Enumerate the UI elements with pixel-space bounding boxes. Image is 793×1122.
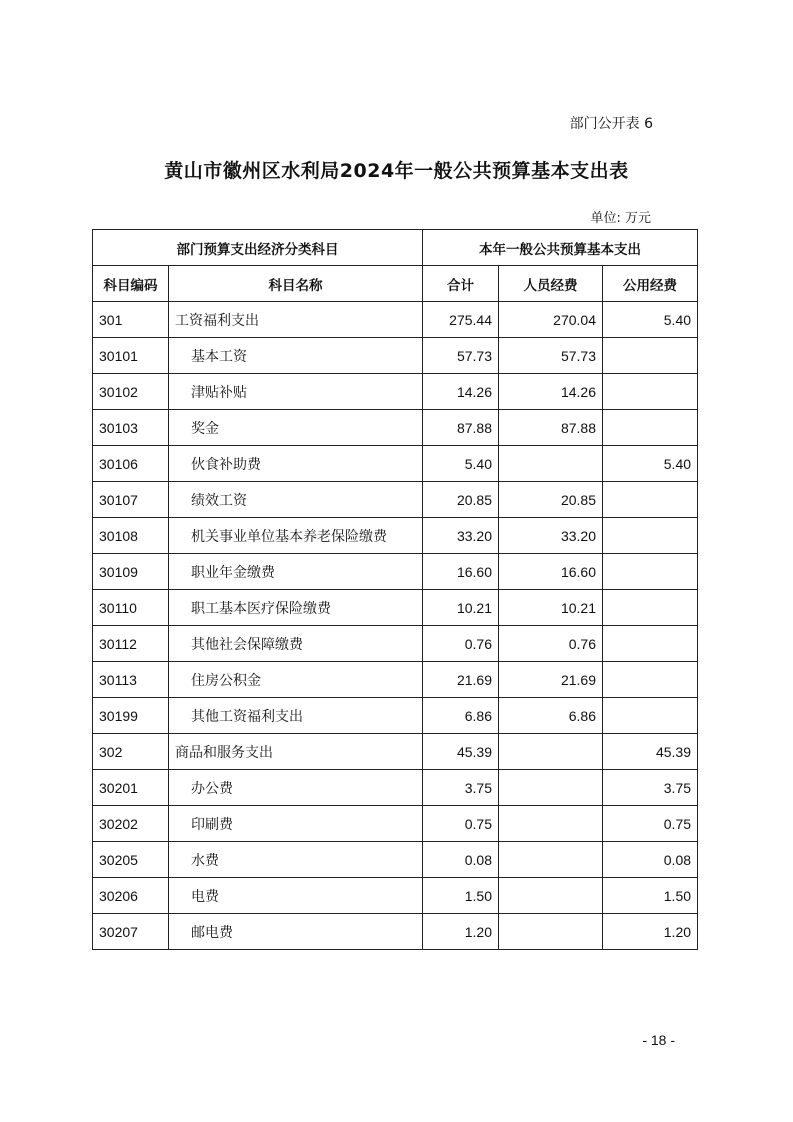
row-total: 0.75 [423,806,499,842]
row-public: 5.40 [603,302,698,338]
row-name: 奖金 [169,410,423,446]
row-code: 30113 [93,662,169,698]
row-name: 工资福利支出 [169,302,423,338]
row-personnel: 87.88 [499,410,603,446]
row-total: 87.88 [423,410,499,446]
row-personnel: 57.73 [499,338,603,374]
budget-table [92,229,698,950]
row-personnel: 10.21 [499,590,603,626]
table-row [93,590,698,626]
row-name: 商品和服务支出 [169,734,423,770]
row-personnel [499,446,603,482]
row-name: 办公费 [169,770,423,806]
row-personnel: 20.85 [499,482,603,518]
row-code: 30206 [93,878,169,914]
table-row [93,734,698,770]
row-total: 5.40 [423,446,499,482]
row-code: 30205 [93,842,169,878]
row-public [603,698,698,734]
row-name: 其他社会保障缴费 [169,626,423,662]
row-personnel [499,914,603,950]
row-total: 57.73 [423,338,499,374]
row-personnel: 14.26 [499,374,603,410]
row-personnel [499,734,603,770]
row-personnel: 6.86 [499,698,603,734]
row-public: 1.50 [603,878,698,914]
row-public [603,626,698,662]
row-name: 职工基本医疗保险缴费 [169,590,423,626]
row-code: 30199 [93,698,169,734]
table-row [93,914,698,950]
row-public [603,590,698,626]
row-name: 机关事业单位基本养老保险缴费 [169,518,423,554]
row-code: 30109 [93,554,169,590]
row-personnel [499,878,603,914]
row-personnel: 270.04 [499,302,603,338]
row-code: 30207 [93,914,169,950]
row-total: 3.75 [423,770,499,806]
row-name: 水费 [169,842,423,878]
row-name: 基本工资 [169,338,423,374]
row-code: 30108 [93,518,169,554]
table-row [93,662,698,698]
table-row [93,842,698,878]
row-personnel [499,806,603,842]
row-code: 30201 [93,770,169,806]
row-name: 印刷费 [169,806,423,842]
row-code: 30106 [93,446,169,482]
row-personnel: 0.76 [499,626,603,662]
table-row [93,698,698,734]
row-public [603,338,698,374]
page-title: 黄山市徽州区水利局2024年一般公共预算基本支出表 [164,160,629,182]
row-code: 30103 [93,410,169,446]
row-code: 30202 [93,806,169,842]
row-total: 20.85 [423,482,499,518]
row-public: 0.75 [603,806,698,842]
row-total: 0.76 [423,626,499,662]
table-row [93,554,698,590]
row-public: 1.20 [603,914,698,950]
header-code: 科目编码 [93,266,169,302]
row-total: 33.20 [423,518,499,554]
page-number: - 18 - [642,1032,675,1048]
table-row [93,518,698,554]
row-name: 其他工资福利支出 [169,698,423,734]
row-public [603,518,698,554]
row-code: 30107 [93,482,169,518]
row-public [603,662,698,698]
row-total: 6.86 [423,698,499,734]
unit-label: 单位: 万元 [590,211,651,226]
table-row [93,302,698,338]
row-code: 30102 [93,374,169,410]
row-public: 3.75 [603,770,698,806]
row-personnel: 21.69 [499,662,603,698]
row-total: 21.69 [423,662,499,698]
row-total: 1.50 [423,878,499,914]
row-personnel [499,770,603,806]
header-personnel: 人员经费 [499,266,603,302]
header-name: 科目名称 [169,266,423,302]
row-total: 45.39 [423,734,499,770]
row-name: 住房公积金 [169,662,423,698]
row-public: 0.08 [603,842,698,878]
row-code: 301 [93,302,169,338]
row-name: 电费 [169,878,423,914]
row-total: 10.21 [423,590,499,626]
row-total: 16.60 [423,554,499,590]
header-group-classification: 部门预算支出经济分类科目 [93,230,423,266]
row-name: 邮电费 [169,914,423,950]
table-row [93,446,698,482]
table-row [93,482,698,518]
row-personnel [499,842,603,878]
row-total: 14.26 [423,374,499,410]
table-row [93,806,698,842]
row-code: 30101 [93,338,169,374]
header-public: 公用经费 [603,266,698,302]
row-public: 5.40 [603,446,698,482]
row-public [603,374,698,410]
table-number-label: 部门公开表 6 [569,116,653,132]
row-public [603,554,698,590]
row-total: 275.44 [423,302,499,338]
table-row [93,770,698,806]
row-personnel: 16.60 [499,554,603,590]
row-code: 30110 [93,590,169,626]
row-public [603,410,698,446]
table-row [93,878,698,914]
row-total: 1.20 [423,914,499,950]
row-code: 302 [93,734,169,770]
row-total: 0.08 [423,842,499,878]
table-row [93,626,698,662]
table-row [93,410,698,446]
row-name: 绩效工资 [169,482,423,518]
row-public [603,482,698,518]
row-name: 伙食补助费 [169,446,423,482]
table-row [93,374,698,410]
row-public: 45.39 [603,734,698,770]
table-row [93,338,698,374]
header-group-expenditure: 本年一般公共预算基本支出 [423,230,698,266]
row-personnel: 33.20 [499,518,603,554]
header-total: 合计 [423,266,499,302]
row-name: 职业年金缴费 [169,554,423,590]
row-name: 津贴补贴 [169,374,423,410]
row-code: 30112 [93,626,169,662]
